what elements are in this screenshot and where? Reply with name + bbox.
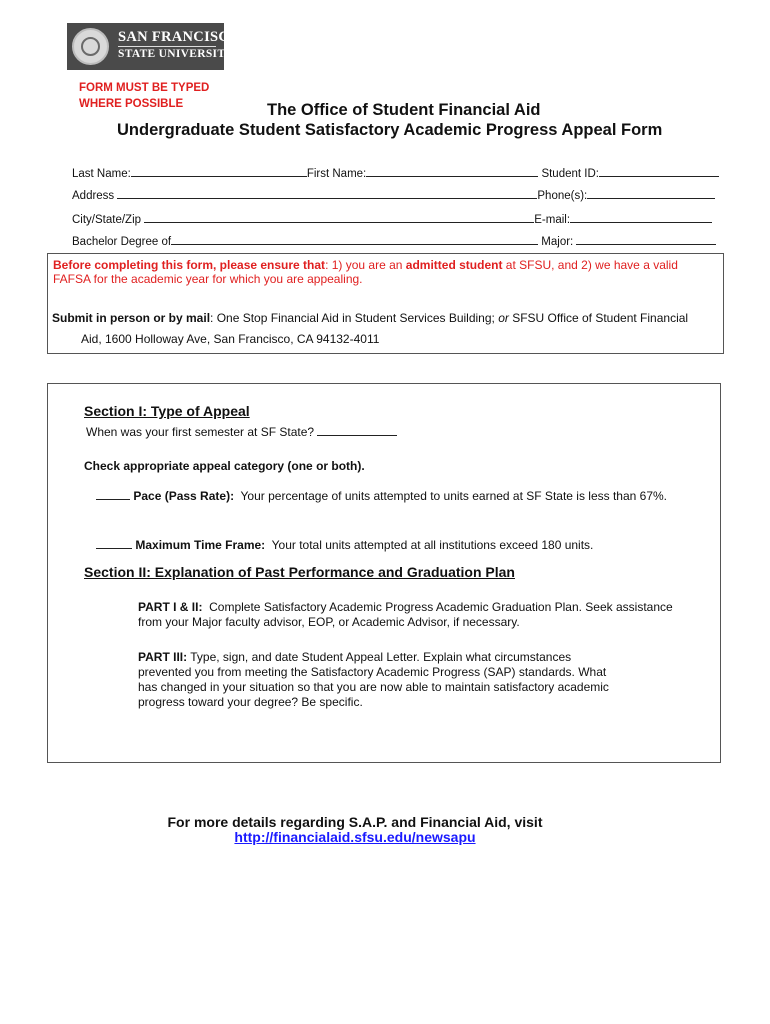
address-label: Address xyxy=(72,190,115,202)
phones-field[interactable] xyxy=(587,187,715,199)
part-3-line-3: has changed in your situation so that you are now able to maintain satisfactory academic xyxy=(138,680,609,694)
notice-text xyxy=(53,258,721,286)
submit-label: Submit in person or by mail xyxy=(52,311,211,325)
max-time-text: Your total units attempted at all institutions exceed 180 units. xyxy=(271,538,594,552)
notice-admitted: admitted student xyxy=(405,258,503,272)
submit-line xyxy=(52,311,688,325)
footer-text: For more details regarding S.A.P. and Financial Aid, visit xyxy=(167,814,543,830)
section-1-heading: Section I: Type of Appeal xyxy=(84,403,250,419)
bachelor-label: Bachelor Degree of xyxy=(72,236,172,248)
typed-note-line-2: WHERE POSSIBLE xyxy=(79,98,184,110)
typed-note-line-1: FORM MUST BE TYPED xyxy=(79,82,210,94)
notice-line-2: FAFSA for the academic year for which you are appealing. xyxy=(53,272,363,286)
part-3-block xyxy=(138,650,718,710)
city-row xyxy=(72,211,712,226)
part-1-2-line-1: Complete Satisfactory Academic Progress Academic Graduation Plan. Seek assistance xyxy=(209,600,673,614)
part-1-2-label: PART I & II: xyxy=(138,600,203,614)
major-label: Major: xyxy=(541,236,574,248)
first-name-field[interactable] xyxy=(366,165,538,177)
part-3-line-2: prevented you from meeting the Satisfactory Academic Progress (SAP) standards. What xyxy=(138,665,607,679)
student-id-field[interactable] xyxy=(599,165,719,177)
submit-or: or xyxy=(498,311,509,325)
logo-divider xyxy=(118,46,216,47)
form-title: Undergraduate Student Satisfactory Academic Progress Appeal Form xyxy=(117,121,663,139)
student-id-label: Student ID: xyxy=(541,168,599,180)
part-3-line-1: Type, sign, and date Student Appeal Letter. Explain what circumstances xyxy=(190,650,572,664)
pace-checkbox-line[interactable] xyxy=(96,488,130,500)
logo-line-1: SAN FRANCISCO xyxy=(118,29,241,45)
submit-text: : One Stop Financial Aid in Student Services Building; xyxy=(210,311,499,325)
section-2-heading: Section II: Explanation of Past Performance and Graduation Plan xyxy=(84,564,515,580)
part-3-line-4: progress toward your degree? Be specific. xyxy=(138,695,363,709)
footer-link-wrap xyxy=(0,829,710,845)
notice-part-1: : 1) you are an xyxy=(325,258,406,272)
email-field[interactable] xyxy=(570,211,712,223)
notice-lead: Before completing this form, please ensure that xyxy=(53,258,326,272)
first-semester-row xyxy=(86,424,397,439)
first-semester-field[interactable] xyxy=(317,424,397,436)
mailing-address: Aid, 1600 Holloway Ave, San Francisco, CA 94132-4011 xyxy=(81,332,380,346)
office-title: The Office of Student Financial Aid xyxy=(267,101,541,119)
part-1-2-block xyxy=(138,600,718,630)
part-1-2-line-2: from your Major faculty advisor, EOP, or Academic Advisor, if necessary. xyxy=(138,615,520,629)
last-name-field[interactable] xyxy=(131,165,307,177)
max-time-row xyxy=(96,537,593,552)
financial-aid-link[interactable]: http://financialaid.sfsu.edu/newsapu xyxy=(234,829,476,845)
bachelor-field[interactable] xyxy=(171,233,538,245)
city-label: City/State/Zip xyxy=(72,214,142,226)
major-field[interactable] xyxy=(576,233,716,245)
pace-label: Pace (Pass Rate): xyxy=(133,489,235,503)
city-field[interactable] xyxy=(144,211,534,223)
university-logo xyxy=(67,23,241,70)
last-name-label: Last Name: xyxy=(72,168,131,180)
pace-text: Your percentage of units attempted to units earned at SF State is less than 67%. xyxy=(240,489,668,503)
pace-row xyxy=(96,488,667,503)
first-name-label: First Name: xyxy=(306,168,367,180)
name-row xyxy=(72,165,719,180)
address-row xyxy=(72,187,715,202)
university-seal-icon xyxy=(72,28,109,65)
part-3-label: PART III: xyxy=(138,650,188,664)
first-semester-label: When was your first semester at SF State? xyxy=(86,425,315,439)
degree-row xyxy=(72,233,716,248)
email-label: E-mail: xyxy=(534,214,571,226)
submit-text-2: SFSU Office of Student Financial xyxy=(508,311,689,325)
phones-label: Phone(s): xyxy=(537,190,588,202)
typed-note xyxy=(79,80,209,112)
logo-line-2: STATE UNIVERSITY xyxy=(118,48,234,60)
notice-part-2: at SFSU, and 2) we have a valid xyxy=(502,258,678,272)
address-field[interactable] xyxy=(117,187,537,199)
check-category-label: Check appropriate appeal category (one or both). xyxy=(84,459,365,473)
max-time-label: Maximum Time Frame: xyxy=(135,538,266,552)
max-time-checkbox-line[interactable] xyxy=(96,537,132,549)
